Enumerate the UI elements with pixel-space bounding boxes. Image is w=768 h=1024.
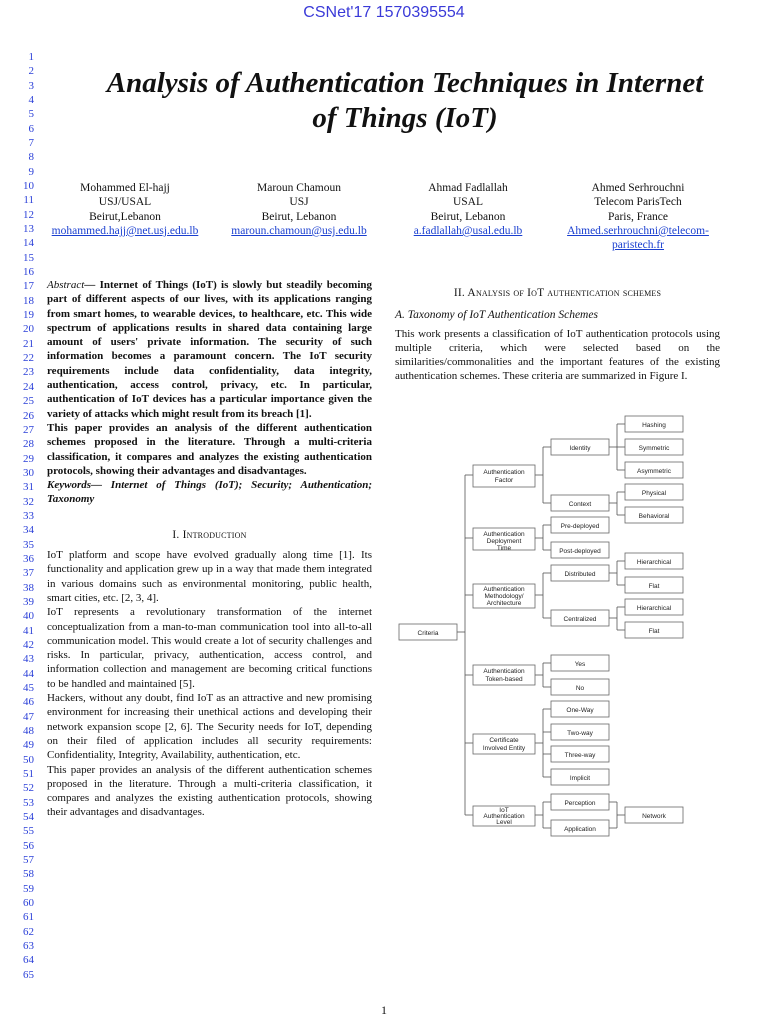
line-number: 48 <box>23 724 34 737</box>
line-number: 29 <box>23 452 34 465</box>
diagram-label: Criteria <box>417 630 439 637</box>
line-number: 65 <box>23 968 34 981</box>
section2-paragraph: This work presents a classification of IoT authentication protocols using multiple criteria, which were selected based on the similarities/commonalities and the important features of the existing authentication schemes. These criteria are summarized in Figure I. <box>395 327 720 383</box>
left-column <box>47 278 372 820</box>
diagram-label: Flat <box>648 628 660 635</box>
line-number: 25 <box>23 395 34 408</box>
abstract-paragraph <box>47 278 372 421</box>
author-name: Mohammed El-hajj <box>80 182 170 194</box>
diagram-label: Two-way <box>567 730 593 737</box>
line-number: 22 <box>23 352 34 365</box>
line-number: 18 <box>23 294 34 307</box>
line-number: 34 <box>23 524 34 537</box>
abstract-paragraph-2 <box>47 421 372 478</box>
line-number: 5 <box>28 108 34 121</box>
line-number: 11 <box>23 194 34 207</box>
line-number: 50 <box>23 753 34 766</box>
author-block-1 <box>40 181 210 238</box>
diagram-label: Authentication Deployment Time <box>483 531 525 552</box>
diagram-label: Pre-deployed <box>560 523 600 530</box>
line-number: 6 <box>28 122 34 135</box>
abstract-label: Abstract <box>47 279 85 291</box>
author-block-4 <box>553 181 723 252</box>
line-number: 39 <box>23 595 34 608</box>
line-number: 24 <box>23 380 34 393</box>
line-number: 26 <box>23 409 34 422</box>
line-number: 40 <box>23 610 34 623</box>
taxonomy-diagram <box>395 410 725 840</box>
diagram-label: Post-deployed <box>559 548 601 555</box>
paper-title <box>40 66 768 136</box>
line-number: 45 <box>23 681 34 694</box>
title-line-2: of Things (IoT) <box>312 102 498 134</box>
line-number: 4 <box>28 94 34 107</box>
author-email-link[interactable]: mohammed.hajj@net.usj.edu.lb <box>51 224 199 237</box>
diagram-label: Certificate Involved Entity <box>482 737 526 752</box>
line-number: 55 <box>23 825 34 838</box>
diagram-label: Symmetric <box>638 445 670 452</box>
line-number: 44 <box>23 667 34 680</box>
right-column <box>395 278 720 384</box>
line-number: 42 <box>23 638 34 651</box>
diagram-label: Authentication Token-based <box>483 668 525 683</box>
diagram-label: Network <box>642 813 666 820</box>
line-number: 1 <box>28 51 34 63</box>
abstract-text: — Internet of Things (IoT) is slowly but steadily becoming part of different aspects of our lives, with its applications ranging from smart homes, to wearable devices, to healthcare, etc. This wide spectrum of applications results in shared data containing large amount of users' private information. The security of such information becomes a paramount concern. The IoT security requirements include data confidentiality, data integrity, authentication, access control, privacy, etc. In particular, authentication of IoT devices has a particular importance given the variety of attacks which might result from its breach [1]. <box>47 279 372 420</box>
author-affiliation: USJ <box>289 196 309 209</box>
diagram-label: Yes <box>574 661 586 668</box>
conference-header: CSNet'17 1570395554 <box>303 4 465 21</box>
line-number: 7 <box>28 137 34 150</box>
line-number: 13 <box>23 223 34 236</box>
diagram-label: Behavioral <box>638 513 670 520</box>
subsection-heading: A. Taxonomy of IoT Authentication Schemes <box>395 309 598 322</box>
section-heading-analysis: II. Analysis of IoT authentication schemes <box>453 287 662 299</box>
line-number: 43 <box>23 653 34 666</box>
author-name: Maroun Chamoun <box>256 182 341 194</box>
line-number: 38 <box>23 581 34 594</box>
diagram-label: Hierarchical <box>636 605 672 612</box>
line-number: 41 <box>23 624 34 637</box>
line-number: 9 <box>28 165 34 178</box>
diagram-label: Flat <box>648 583 660 590</box>
intro-paragraph-3: Hackers, without any doubt, find IoT as an attractive and new promising environment for increasing their unethical actions and developing their network expansion scope [2, 6]. The Security needs for IoT, depending on their filed of application includes all security requirements: Confidentiality, Integrity, Availability, authentication, etc. <box>47 692 372 762</box>
section-heading-intro: I. Introduction <box>172 528 247 541</box>
diagram-label: Asymmetric <box>637 468 671 475</box>
line-number: 20 <box>23 323 34 336</box>
line-number: 28 <box>23 438 34 451</box>
diagram-label: Centralized <box>563 616 597 623</box>
line-number: 62 <box>23 925 34 938</box>
author-affiliation: Telecom ParisTech <box>594 196 682 209</box>
line-number: 32 <box>23 495 34 508</box>
line-number: 59 <box>23 882 34 895</box>
author-email-link-cont[interactable]: paristech.fr <box>611 239 665 252</box>
line-number: 19 <box>23 309 34 322</box>
line-number: 37 <box>23 567 34 580</box>
diagram-label: Perception <box>564 800 596 807</box>
line-number: 60 <box>23 897 34 910</box>
diagram-label: Application <box>564 826 596 833</box>
intro-paragraph-4: This paper provides an analysis of the different authentication schemes proposed in the literature. Through a multi-criteria classification, it compares and analyzes the existing authentication protocols, showing their advantages and disadvantages. <box>47 763 372 819</box>
author-email-link[interactable]: Ahmed.serhrouchni@telecom- <box>567 224 709 237</box>
line-number: 12 <box>23 208 34 221</box>
intro-paragraph-1: IoT platform and scope have evolved gradually along time [1]. Its functionality and application grew up in a way that made them integrated in various domains such as environmental monitoring, public health, smart cities, etc. [2, 3, 4]. <box>47 549 372 604</box>
author-email-link[interactable]: a.fadlallah@usal.edu.lb <box>413 224 523 237</box>
line-number: 36 <box>23 552 34 565</box>
diagram-label: Hashing <box>642 422 666 429</box>
line-number: 54 <box>23 811 34 824</box>
author-affiliation: USJ/USAL <box>98 196 152 209</box>
diagram-label: Context <box>568 501 592 508</box>
line-number: 56 <box>23 839 34 852</box>
line-number: 21 <box>23 337 34 350</box>
line-number: 27 <box>23 423 34 436</box>
abstract-text-2: This paper provides an analysis of the different authentication schemes proposed in the literature. Through a multi-criteria classification, it compares and analyzes the existing authentication protocols, showing their advantages and disadvantages. <box>47 421 372 477</box>
diagram-label: Identity <box>569 445 591 452</box>
diagram-label: Authentication Methodology/ Architecture <box>483 586 525 607</box>
keywords-text: Keywords— Internet of Things (IoT); Security; Authentication; Taxonomy <box>47 479 372 506</box>
line-number: 46 <box>23 696 34 709</box>
author-location: Beirut,Lebanon <box>89 210 161 223</box>
line-number: 49 <box>23 739 34 752</box>
line-number: 30 <box>23 466 34 479</box>
line-number: 61 <box>23 911 34 924</box>
diagram-label: Three-way <box>564 752 596 759</box>
keywords <box>47 478 372 507</box>
line-number: 33 <box>23 509 34 522</box>
author-email-link[interactable]: maroun.chamoun@usj.edu.lb <box>231 224 367 237</box>
author-location: Beirut, Lebanon <box>261 210 337 223</box>
author-location: Paris, France <box>607 210 669 223</box>
author-block-2 <box>214 181 384 238</box>
line-number: 16 <box>23 266 34 279</box>
line-number: 58 <box>23 868 34 881</box>
line-number: 8 <box>28 151 34 164</box>
line-number: 35 <box>23 538 34 551</box>
line-number: 64 <box>23 954 34 967</box>
line-number: 31 <box>23 481 34 494</box>
diagram-label: Hierarchical <box>636 559 672 566</box>
line-number: 10 <box>23 180 34 193</box>
line-number: 23 <box>23 366 34 379</box>
line-number: 63 <box>23 940 34 953</box>
diagram-label: Authentication Factor <box>483 469 525 484</box>
line-number: 2 <box>28 65 34 78</box>
author-affiliation: USAL <box>452 196 484 209</box>
author-name: Ahmad Fadlallah <box>428 182 508 194</box>
line-number: 53 <box>23 796 34 809</box>
line-number: 47 <box>23 710 34 723</box>
author-name: Ahmed Serhrouchni <box>591 182 685 194</box>
diagram-label: Physical <box>641 490 667 497</box>
line-number: 3 <box>28 79 34 92</box>
line-number: 15 <box>23 251 34 264</box>
line-number: 17 <box>23 280 34 293</box>
line-number: 14 <box>23 237 34 250</box>
line-number: 52 <box>23 782 34 795</box>
diagram-label: Implicit <box>569 775 591 782</box>
page-number: 1 <box>381 1003 387 1017</box>
diagram-label: No <box>575 685 585 692</box>
intro-paragraph-2: IoT represents a revolutionary transformation of the internet conceptualization from a man-to-man communication tool into all-to-all communication model. This would create a lot of security challenges and risks. In particular, privacy, authentication, access control, and information collection and management are becoming critical functions to be handled and maintained [5]. <box>47 606 372 690</box>
author-block-3 <box>383 181 553 238</box>
line-number: 57 <box>23 854 34 867</box>
diagram-label: One-Way <box>566 707 594 714</box>
diagram-label: Distributed <box>564 571 596 578</box>
line-number: 51 <box>23 768 34 780</box>
diagram-label: IoT Authentication Level <box>483 807 525 826</box>
title-line-1: Analysis of Authentication Techniques in Internet <box>106 67 704 99</box>
author-location: Beirut, Lebanon <box>430 210 506 223</box>
